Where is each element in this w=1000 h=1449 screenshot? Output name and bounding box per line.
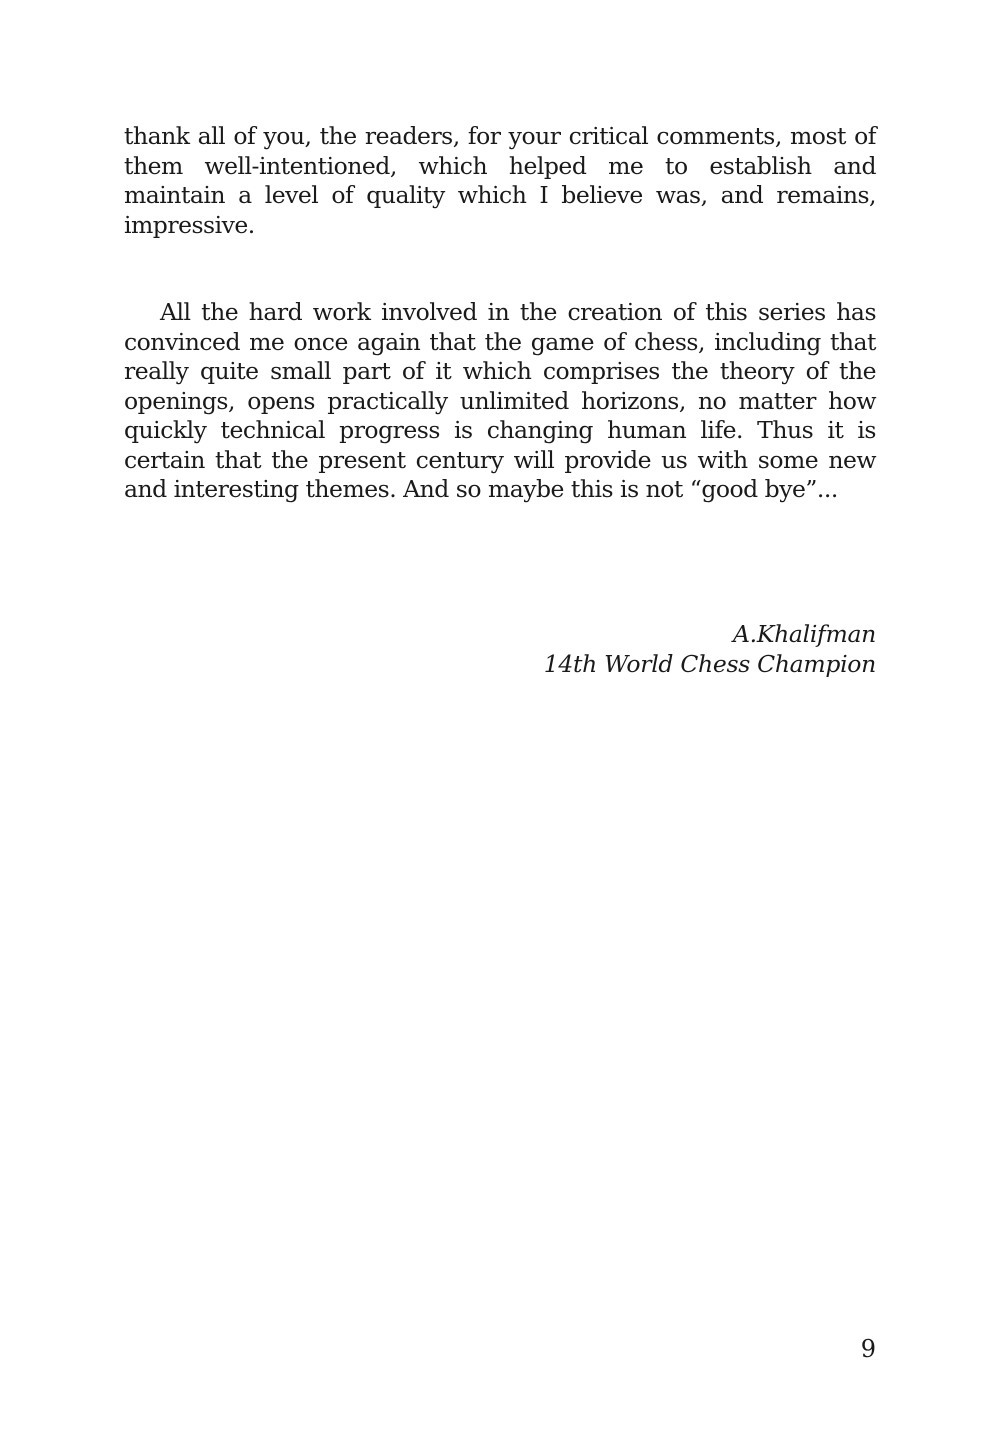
author-signature-block: [544, 619, 876, 679]
paragraph-conclusion: All the hard work involved in the creation of this series has convinced me once again that the game of chess, including that really quite small part of it which comprises the theory of the openings, opens practically unlimited horizons, no matter how quickly technical progress is changing human life. Thus it is certain that the present century will provide us with some new and interesting themes. And so maybe this is not “good bye”...: [124, 298, 876, 503]
author-name: A.Khalifman: [732, 620, 876, 648]
page-number: 9: [860, 1335, 876, 1363]
author-title: 14th World Chess Champion: [543, 650, 876, 678]
paragraph-closing-thanks: thank all of you, the readers, for your critical comments, most of them well-intentioned, which helped me to establish and maintain a level of quality which I believe was, and remains, impressive.: [124, 122, 876, 239]
